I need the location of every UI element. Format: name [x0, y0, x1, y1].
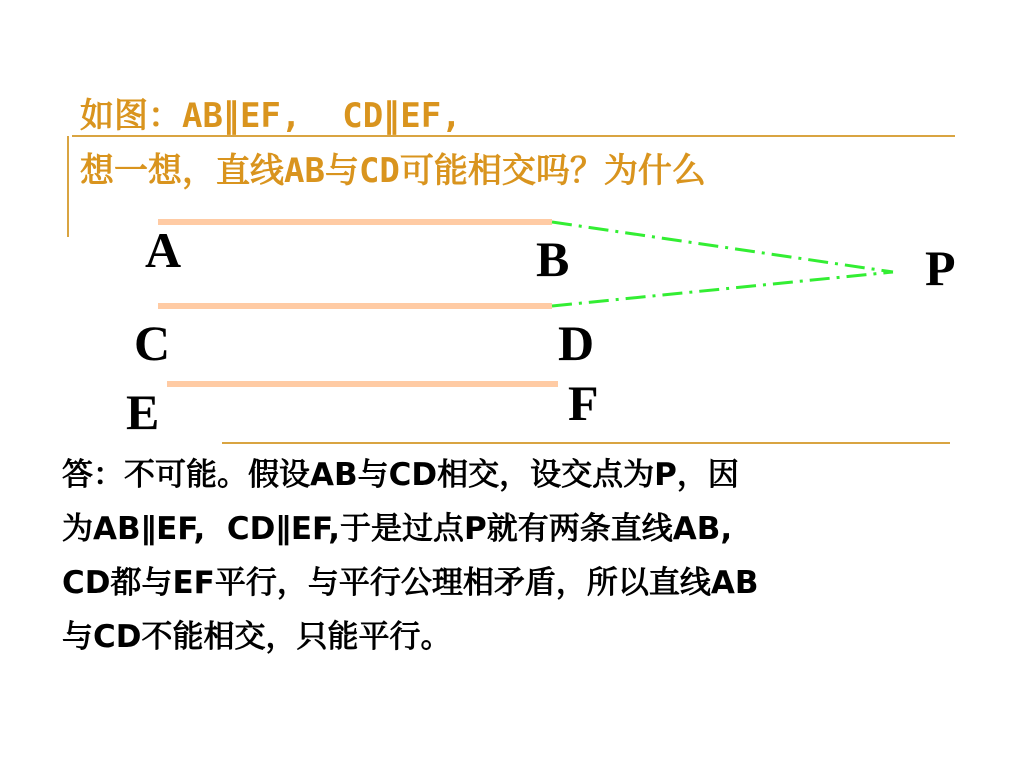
label-c: C: [134, 315, 171, 371]
question-line-1: 如图：AB∥EF, CD∥EF,: [80, 96, 462, 136]
question-line-2: 想一想，直线AB与CD可能相交吗？为什么: [80, 151, 706, 191]
answer-text: [62, 448, 942, 664]
answer-line-2: 为AB∥EF, CD∥EF,于是过点P就有两条直线AB,: [62, 511, 733, 547]
label-f: F: [568, 375, 599, 431]
label-e: E: [126, 384, 160, 440]
answer-line-3: CD都与EF平行，与平行公理相矛盾，所以直线AB: [62, 565, 759, 601]
dashed-line-b-to-p: [552, 222, 893, 272]
label-a: A: [145, 222, 182, 278]
dashed-line-d-to-p: [552, 272, 893, 306]
answer-line-4: 与CD不能相交，只能平行。: [62, 619, 452, 655]
label-b: B: [536, 231, 570, 287]
label-p: P: [925, 240, 956, 296]
label-d: D: [558, 315, 595, 371]
answer-line-1: 答：不可能。假设AB与CD相交，设交点为P，因: [62, 457, 739, 493]
